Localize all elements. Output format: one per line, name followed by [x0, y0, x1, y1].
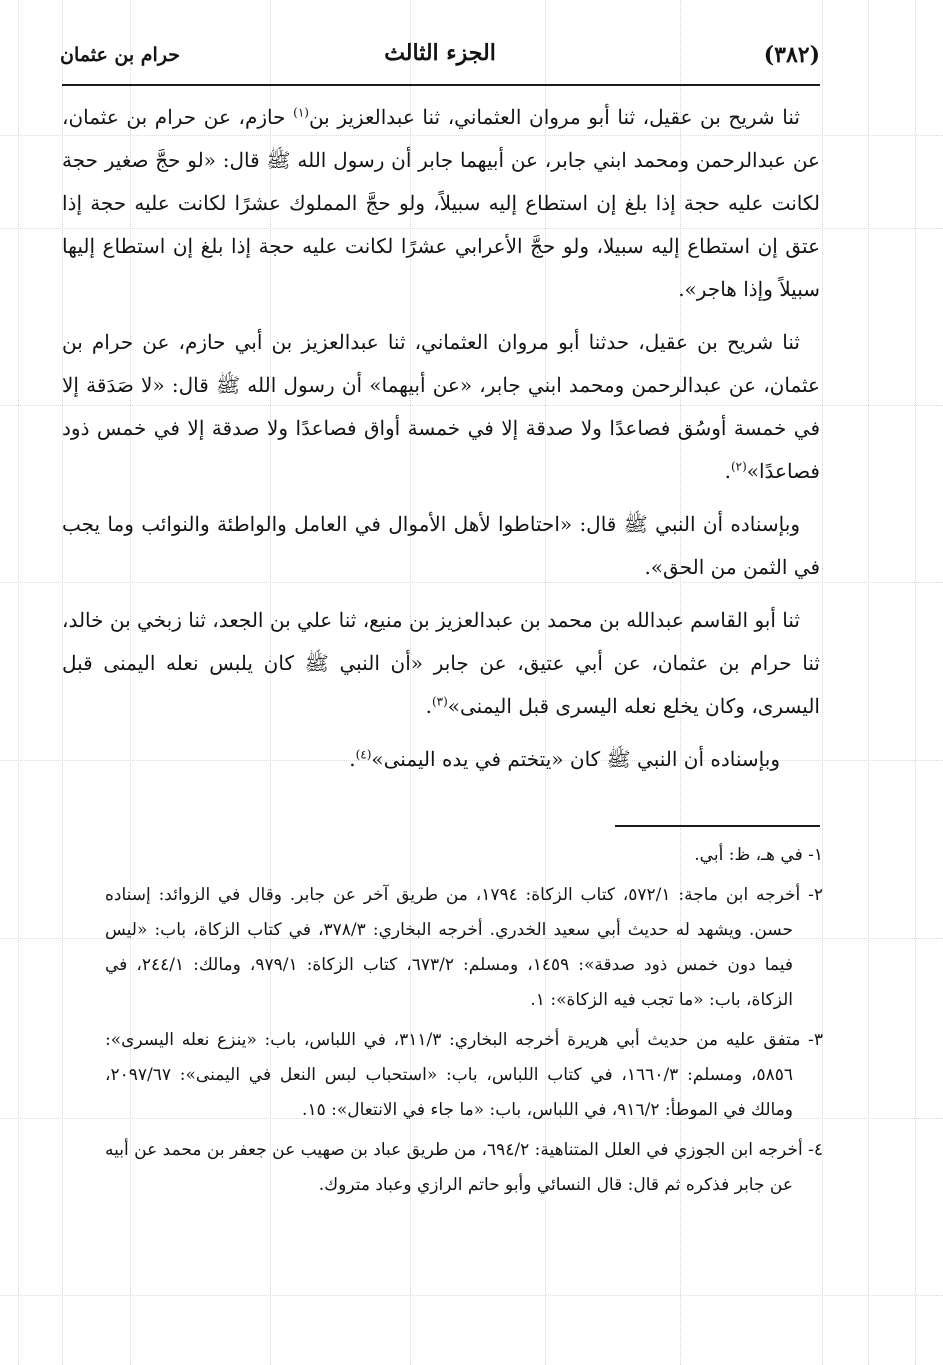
grid-line — [868, 0, 869, 1365]
grid-line — [18, 0, 19, 1365]
header-rule — [62, 84, 820, 86]
paragraph: وبإسناده أن النبي ﷺ قال: «احتاطوا لأهل الأموال في العامل والواطئة والنوائب وما يجب في الثمن من الحق». — [62, 512, 820, 579]
grid-line — [0, 1295, 943, 1296]
running-header — [60, 40, 820, 76]
footnote: ٢- أخرجه ابن ماجة: ٥٧٢/١، كتاب الزكاة: ١٧٩٤، من طريق آخر عن جابر. وقال في الزوائد: إسناده حسن. ويشهد له حديث أبي سعيد الخدري. أخرجه البخاري: ٣٧٨/٣، في كتاب الزكاة، باب: «ليس فيما دون خمس ذود صدقة»: ١٤٥٩، ومسلم: ٦٧٣/٢، كتاب الزكاة: ٩٧٩/١، ومالك: ٢٤٤/١، في الزكاة، باب: «ما تجب فيه الزكاة»: ١. — [105, 885, 823, 1010]
footnote: ١- في هـ، ظ: أبي. — [694, 845, 823, 865]
paragraph: وبإسناده أن النبي ﷺ كان «يتختم في يده اليمنى»$^{(٤)}$. — [349, 747, 780, 771]
footnote-rule — [615, 825, 820, 827]
paragraph: ثنا شريح بن عقيل، ثنا أبو مروان العثماني، ثنا عبدالعزيز بن$^{(١)}$ حازم، عن حرام بن عثمان، عن عبدالرحمن ومحمد ابني جابر، عن أبيهما جابر أن رسول الله ﷺ قال: «لو حجَّ صغير حجة لكانت عليه حجة إذا بلغ إن استطاع إليه سبيلاً، ولو حجَّ المملوك عشرًا لكانت عليه حجة إذا عتق إن استطاع إليه سبيلا، ولو حجَّ الأعرابي عشرًا لكانت عليه حجة إذا بلغ إن استطاع إليها سبيلاً وإذا هاجر». — [62, 105, 820, 301]
footnote-ref: (٢) — [730, 459, 747, 474]
footnotes — [105, 838, 823, 1208]
footnote: ٣- متفق عليه من حديث أبي هريرة أخرجه البخاري: ٣١١/٣، في اللباس، باب: «ينزع نعله اليسرى»: ٥٨٥٦، ومسلم: ١٦٦٠/٣، في كتاب اللباس، باب: «استحباب لبس النعل في اليمنى»: ٢٠٩٧/٦٧، ومالك في الموطأ: ٩١٦/٢، في اللباس، باب: «ما جاء في الانتعال»: ١٥. — [105, 1030, 823, 1120]
paragraph: ثنا شريح بن عقيل، حدثنا أبو مروان العثماني، ثنا عبدالعزيز بن أبي حازم، عن حرام بن عثمان، عن عبدالرحمن ومحمد ابني جابر، «عن أبيهما» أن رسول الله ﷺ قال: «لا صَدَقة إلا في خمسة أوسُق فصاعدًا ولا صدقة إلا في خمسة أواق فصاعدًا ولا صدقة إلا في خمس ذود فصاعدًا»$^{(٢)}$. — [62, 330, 820, 483]
footnote-ref: (٣) — [431, 694, 448, 709]
page-number: (٣٨٢) — [763, 42, 820, 68]
paragraph: ثنا أبو القاسم عبدالله بن محمد بن عبدالعزيز بن منيع، ثنا علي بن الجعد، ثنا زبخي بن خالد، ثنا حرام بن عثمان، عن أبي عتيق، عن جابر «أن النبي ﷺ كان يلبس نعله اليمنى قبل اليسرى، وكان يخلع نعله اليسرى قبل اليمنى»$^{(٣)}$. — [62, 608, 820, 718]
footnote-ref: (١) — [293, 105, 309, 120]
grid-line — [915, 0, 916, 1365]
volume-part: الجزء الثالث — [384, 40, 496, 66]
main-text — [62, 96, 820, 791]
footnote: ٤- أخرجه ابن الجوزي في العلل المتناهية: ٦٩٤/٢، من طريق عباد بن صهيب عن جعفر بن محمد عن أبيه عن جابر فذكره ثم قال: قال النسائي وأبو حاتم الرازي وعباد متروك. — [105, 1140, 823, 1195]
footnote-ref: (٤) — [355, 747, 372, 762]
chapter-name: حرام بن عثمان — [60, 44, 181, 66]
